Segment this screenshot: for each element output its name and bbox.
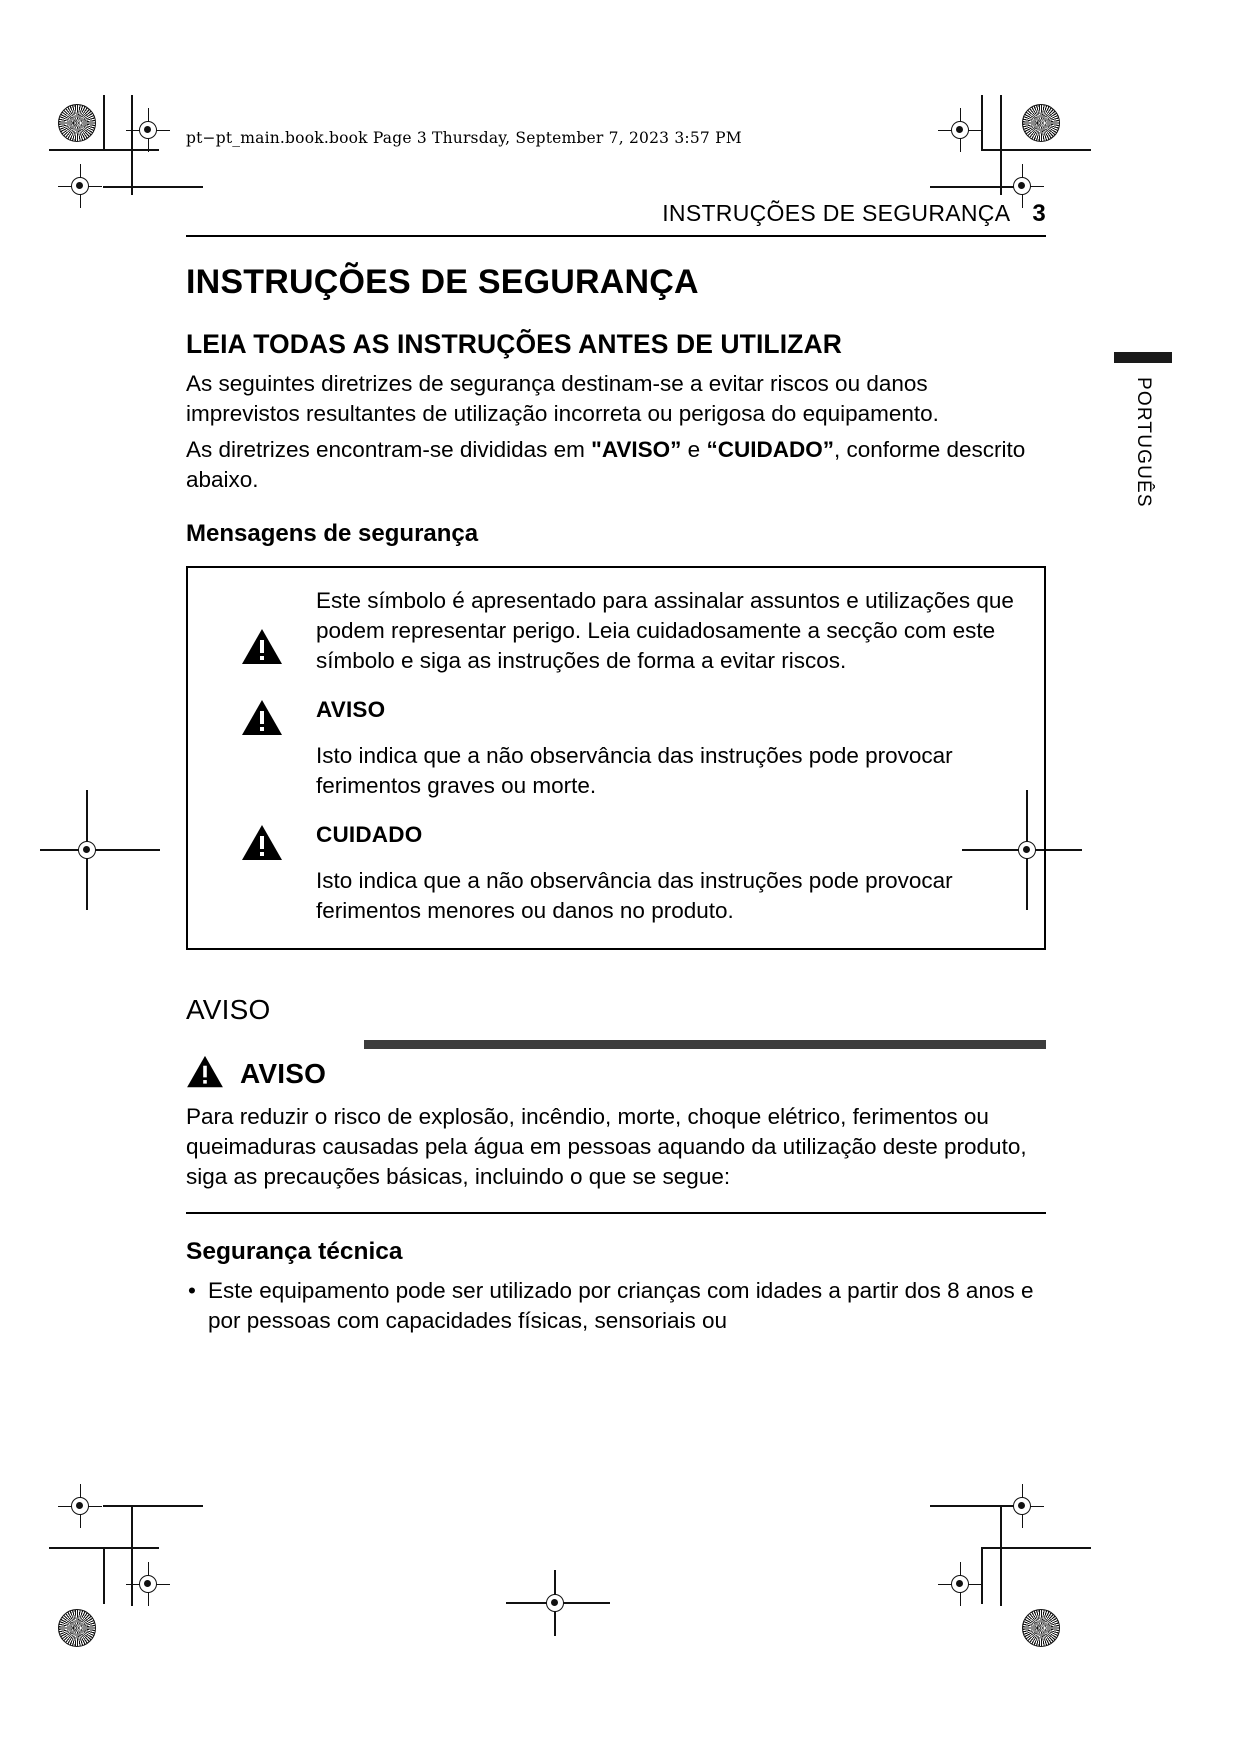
- registration-cross-icon: [58, 164, 102, 208]
- intro-paragraph: As seguintes diretrizes de segurança destinam-se a evitar riscos ou danos imprevistos resultantes de utilização incorreta ou perigosa do equipamento.: [186, 371, 939, 426]
- symbol-description: Este símbolo é apresentado para assinalar assuntos e utilizações que podem representar perigo. Leia cuidadosamente a secção com este símbolo e siga as instruções de forma a evitar riscos.: [316, 587, 1014, 674]
- guidelines-paragraph: [186, 435, 1046, 495]
- header-rule: [186, 235, 1046, 237]
- crop-line: [49, 1547, 159, 1549]
- warning-banner: [186, 1040, 1046, 1049]
- guidelines-text-middle: e: [681, 436, 707, 462]
- side-tab-bar: [1114, 352, 1172, 363]
- warning-triangle-icon: [208, 822, 316, 862]
- registration-mark-icon: [49, 1600, 103, 1654]
- warning-body-paragraph: Para reduzir o risco de explosão, incêndio, morte, choque elétrico, ferimentos ou queimaduras causadas pela água em pessoas aquando da utilização deste produto, siga as precauções básicas, incluindo o que se segue:: [186, 1104, 1027, 1190]
- guidelines-text-part1: As diretrizes encontram-se divididas em: [186, 436, 592, 462]
- registration-cross-icon: [533, 1581, 577, 1625]
- crop-line: [981, 149, 1091, 151]
- warning-triangle-icon: [208, 697, 316, 737]
- running-head: [186, 200, 1046, 235]
- list-item: • Este equipamento pode ser utilizado por crianças com idades a partir dos 8 anos e por pessoas com capacidades físicas, sensoriais ou: [186, 1276, 1046, 1336]
- chapter-title: INSTRUÇÕES DE SEGURANÇA: [186, 263, 699, 301]
- side-tab-label: PORTUGUÊS: [1133, 377, 1154, 508]
- warning-legend-text: Isto indica que a não observância das instruções pode provocar ferimentos graves ou morte.: [316, 742, 953, 799]
- caution-legend-row: [208, 822, 1024, 927]
- crop-line: [103, 186, 203, 188]
- safety-messages-heading: Mensagens de segurança: [186, 519, 479, 547]
- registration-cross-icon: [58, 1484, 102, 1528]
- warning-banner-label: [186, 1055, 1046, 1093]
- section-title: LEIA TODAS AS INSTRUÇÕES ANTES DE UTILIZAR: [186, 329, 842, 359]
- warning-banner-bar: [364, 1040, 1046, 1049]
- guidelines-text-end: , conforme descrito abaixo.: [186, 436, 1026, 492]
- page-number: 3: [1032, 200, 1046, 227]
- language-side-tab: [1123, 352, 1163, 513]
- registration-cross-icon: [126, 108, 170, 152]
- caution-legend-title: CUIDADO: [316, 821, 423, 847]
- crop-line: [981, 1547, 1091, 1549]
- crop-line: [103, 1505, 203, 1507]
- guidelines-bold-aviso: "AVISO”: [591, 436, 682, 462]
- bleed-info-line: pt−pt_main.book.book Page 3 Thursday, September 7, 2023 3:57 PM: [186, 129, 742, 147]
- crop-line: [103, 1548, 105, 1604]
- warning-section-heading: AVISO: [186, 994, 271, 1026]
- caution-legend-text: Isto indica que a não observância das instruções pode provocar ferimentos menores ou danos no produto.: [316, 867, 953, 923]
- registration-cross-icon: [938, 1562, 982, 1606]
- registration-mark-icon: [1013, 95, 1067, 149]
- warning-banner-text: AVISO: [240, 1058, 327, 1090]
- warning-triangle-icon: [208, 586, 316, 666]
- registration-cross-icon: [938, 108, 982, 152]
- running-head-title: INSTRUÇÕES DE SEGURANÇA: [662, 200, 1011, 226]
- warning-section-rule: [186, 1212, 1046, 1214]
- registration-mark-icon: [49, 95, 103, 149]
- warning-legend-row: [208, 697, 1024, 802]
- page-content: [186, 200, 1046, 1338]
- registration-cross-icon: [65, 828, 109, 872]
- guidelines-bold-cuidado: “CUIDADO”: [706, 436, 834, 462]
- warning-legend-title: AVISO: [316, 696, 386, 722]
- technical-safety-heading: Segurança técnica: [186, 1238, 403, 1266]
- crop-line: [103, 95, 105, 151]
- safety-symbol-box: [186, 566, 1046, 951]
- registration-mark-icon: [1013, 1600, 1067, 1654]
- registration-cross-icon: [126, 1562, 170, 1606]
- warning-triangle-icon: [186, 1055, 228, 1093]
- technical-safety-list: [186, 1276, 1046, 1336]
- registration-cross-icon: [1000, 1484, 1044, 1528]
- symbol-legend-row: [208, 586, 1024, 677]
